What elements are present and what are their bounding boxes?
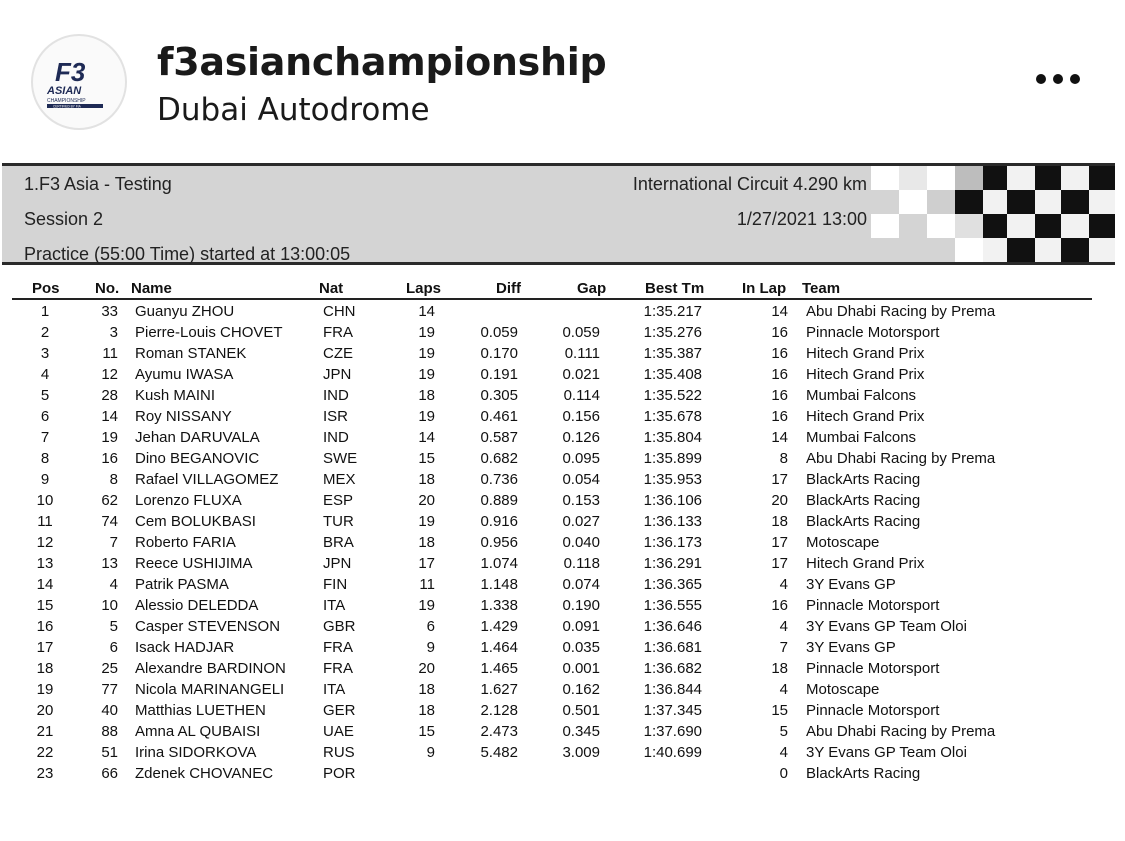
cell-inlap: 18 — [771, 660, 788, 677]
cell-inlap: 16 — [771, 387, 788, 404]
cell-no: 16 — [101, 450, 118, 467]
cell-gap: 0.059 — [562, 324, 600, 341]
cell-team: 3Y Evans GP — [806, 576, 896, 593]
cell-nat: FRA — [323, 324, 353, 341]
cell-team: Mumbai Falcons — [806, 429, 917, 446]
cell-no: 12 — [101, 366, 118, 383]
cell-no: 4 — [109, 576, 118, 593]
col-inlap-header: In Lap — [742, 280, 787, 297]
cell-name: Roy NISSANY — [135, 408, 232, 425]
cell-pos: 4 — [40, 366, 50, 383]
timing-sheet-image — [0, 160, 1125, 841]
cell-pos: 10 — [36, 492, 54, 509]
cell-no: 40 — [101, 702, 118, 719]
col-gap-header: Gap — [577, 280, 607, 297]
cell-best: 1:36.173 — [643, 534, 702, 551]
cell-nat: IND — [323, 387, 349, 404]
cell-pos: 11 — [37, 513, 53, 530]
cell-team: Pinnacle Motorsport — [806, 660, 940, 677]
cell-nat: SWE — [323, 450, 358, 467]
cell-gap: 0.156 — [562, 408, 600, 425]
cell-nat: JPN — [323, 366, 352, 383]
col-nat-header: Nat — [319, 280, 344, 297]
cell-pos: 6 — [40, 408, 50, 425]
cell-gap: 0.035 — [562, 639, 600, 656]
cell-best: 1:35.953 — [643, 471, 702, 488]
cell-pos: 8 — [40, 450, 50, 467]
table-row — [0, 701, 1125, 722]
table-row — [0, 491, 1125, 512]
table-row — [0, 407, 1125, 428]
cell-laps: 11 — [419, 576, 435, 593]
cell-pos: 2 — [40, 324, 50, 341]
cell-laps: 18 — [418, 471, 435, 488]
cell-inlap: 18 — [771, 513, 788, 530]
cell-pos: 9 — [40, 471, 50, 488]
cell-nat: GER — [323, 702, 356, 719]
cell-inlap: 4 — [779, 681, 788, 698]
cell-best: 1:36.681 — [643, 639, 702, 656]
cell-diff: 0.916 — [480, 513, 518, 530]
cell-laps: 19 — [418, 408, 435, 425]
cell-best: 1:36.844 — [643, 681, 702, 698]
cell-nat: ESP — [323, 492, 354, 509]
cell-inlap: 20 — [771, 492, 788, 509]
f3-asian-logo — [33, 36, 125, 128]
cell-inlap: 17 — [771, 555, 788, 572]
cell-name: Jehan DARUVALA — [135, 429, 260, 446]
cell-laps: 14 — [418, 429, 435, 446]
col-team-header: Team — [802, 280, 841, 297]
results-table-header — [12, 280, 1092, 300]
table-row — [0, 554, 1125, 575]
cell-team: Pinnacle Motorsport — [806, 597, 940, 614]
table-row — [0, 638, 1125, 659]
cell-no: 11 — [102, 345, 118, 362]
cell-no: 74 — [101, 513, 118, 530]
cell-gap: 0.021 — [562, 366, 600, 383]
cell-laps: 18 — [418, 702, 435, 719]
cell-name: Roman STANEK — [135, 345, 247, 362]
cell-no: 5 — [109, 618, 118, 635]
col-pos-header: Pos — [32, 280, 60, 297]
cell-inlap: 14 — [771, 429, 788, 446]
logo-asian-text: ASIAN — [47, 85, 82, 97]
cell-team: Hitech Grand Prix — [806, 345, 925, 362]
cell-name: Patrik PASMA — [135, 576, 229, 593]
cell-team: Pinnacle Motorsport — [806, 702, 940, 719]
cell-pos: 18 — [36, 660, 54, 677]
cell-best: 1:36.682 — [643, 660, 702, 677]
cell-no: 10 — [101, 597, 118, 614]
cell-inlap: 16 — [771, 366, 788, 383]
logo-certified-text: CERTIFIED BY FIA — [53, 104, 81, 109]
cell-gap: 0.054 — [562, 471, 600, 488]
cell-team: Abu Dhabi Racing by Prema — [806, 723, 996, 740]
cell-name: Amna AL QUBAISI — [135, 723, 261, 740]
cell-gap: 0.162 — [562, 681, 600, 698]
cell-team: BlackArts Racing — [806, 492, 921, 509]
cell-gap: 0.118 — [563, 555, 600, 572]
cell-team: Abu Dhabi Racing by Prema — [806, 303, 996, 320]
cell-no: 25 — [101, 660, 118, 677]
cell-name: Pierre-Louis CHOVET — [135, 324, 283, 341]
cell-nat: FRA — [323, 660, 353, 677]
cell-gap: 3.009 — [562, 744, 600, 761]
cell-team: Motoscape — [806, 681, 880, 698]
cell-laps: 18 — [418, 387, 435, 404]
cell-nat: JPN — [323, 555, 352, 572]
cell-inlap: 4 — [779, 618, 788, 635]
cell-diff: 0.956 — [480, 534, 518, 551]
cell-laps: 19 — [418, 366, 435, 383]
table-row — [0, 764, 1125, 785]
cell-name: Alexandre BARDINON — [135, 660, 286, 677]
cell-laps: 9 — [426, 744, 435, 761]
post-header — [0, 0, 1125, 160]
table-row — [0, 386, 1125, 407]
cell-nat: CHN — [323, 303, 356, 320]
cell-gap: 0.126 — [562, 429, 600, 446]
cell-no: 3 — [109, 324, 118, 341]
cell-nat: POR — [323, 765, 356, 782]
table-row — [0, 512, 1125, 533]
practice-info: Practice (55:00 Time) started at 13:00:05 — [24, 244, 351, 264]
logo-f3-text: F3 — [55, 57, 86, 87]
table-row — [0, 659, 1125, 680]
cell-nat: BRA — [323, 534, 354, 551]
cell-diff: 1.148 — [480, 576, 518, 593]
cell-best: 1:36.646 — [643, 618, 702, 635]
profile-avatar[interactable] — [31, 34, 127, 130]
cell-nat: MEX — [323, 471, 356, 488]
cell-best: 1:35.387 — [643, 345, 702, 362]
cell-best: 1:36.106 — [643, 492, 702, 509]
cell-laps: 6 — [426, 618, 435, 635]
cell-best: 1:40.699 — [643, 744, 702, 761]
col-diff-header: Diff — [496, 280, 521, 297]
cell-team: Mumbai Falcons — [806, 387, 917, 404]
cell-no: 6 — [109, 639, 118, 656]
cell-no: 28 — [101, 387, 118, 404]
cell-no: 51 — [101, 744, 118, 761]
cell-gap: 0.501 — [562, 702, 600, 719]
cell-pos: 14 — [36, 576, 54, 593]
cell-diff: 2.473 — [480, 723, 518, 740]
cell-best: 1:36.365 — [643, 576, 702, 593]
cell-gap: 0.114 — [563, 387, 600, 404]
cell-best: 1:35.276 — [643, 324, 702, 341]
cell-team: Hitech Grand Prix — [806, 555, 925, 572]
cell-gap: 0.345 — [562, 723, 600, 740]
cell-pos: 1 — [40, 303, 50, 320]
cell-no: 14 — [101, 408, 118, 425]
cell-gap: 0.001 — [562, 660, 600, 677]
cell-name: Cem BOLUKBASI — [135, 513, 256, 530]
cell-laps: 9 — [426, 639, 435, 656]
cell-gap: 0.111 — [564, 345, 600, 362]
table-row — [0, 428, 1125, 449]
cell-team: Motoscape — [806, 534, 880, 551]
cell-diff: 1.338 — [480, 597, 518, 614]
cell-laps: 17 — [418, 555, 435, 572]
cell-inlap: 14 — [771, 303, 788, 320]
table-row — [0, 680, 1125, 701]
cell-name: Rafael VILLAGOMEZ — [135, 471, 279, 488]
cell-best: 1:35.522 — [643, 387, 702, 404]
cell-name: Irina SIDORKOVA — [135, 744, 257, 761]
cell-laps: 19 — [418, 324, 435, 341]
cell-diff: 0.736 — [480, 471, 518, 488]
cell-pos: 23 — [36, 765, 54, 782]
cell-diff: 0.587 — [480, 429, 518, 446]
cell-inlap: 7 — [779, 639, 788, 656]
table-row — [0, 575, 1125, 596]
cell-inlap: 4 — [779, 576, 788, 593]
cell-inlap: 4 — [779, 744, 788, 761]
cell-gap: 0.091 — [562, 618, 600, 635]
cell-inlap: 17 — [771, 534, 788, 551]
cell-no: 62 — [101, 492, 118, 509]
cell-nat: FRA — [323, 639, 353, 656]
cell-laps: 19 — [418, 345, 435, 362]
cell-nat: ISR — [323, 408, 349, 425]
cell-no: 66 — [101, 765, 118, 782]
cell-name: Dino BEGANOVIC — [135, 450, 260, 467]
cell-team: BlackArts Racing — [806, 765, 921, 782]
col-best-header: Best Tm — [645, 280, 705, 297]
cell-laps: 19 — [418, 597, 435, 614]
cell-diff: 0.170 — [480, 345, 518, 362]
cell-gap: 0.190 — [562, 597, 600, 614]
table-row — [0, 533, 1125, 554]
cell-inlap: 16 — [771, 345, 788, 362]
cell-name: Matthias LUETHEN — [135, 702, 266, 719]
cell-diff: 1.074 — [480, 555, 518, 572]
cell-laps: 18 — [418, 534, 435, 551]
cell-nat: UAE — [323, 723, 354, 740]
cell-no: 88 — [101, 723, 118, 740]
cell-pos: 13 — [36, 555, 54, 572]
cell-nat: FIN — [323, 576, 348, 593]
cell-pos: 15 — [36, 597, 54, 614]
cell-team: 3Y Evans GP — [806, 639, 896, 656]
cell-best: 1:37.690 — [643, 723, 702, 740]
cell-team: Pinnacle Motorsport — [806, 324, 940, 341]
dot — [1070, 74, 1080, 84]
cell-team: Abu Dhabi Racing by Prema — [806, 450, 996, 467]
session-datetime: 1/27/2021 13:00 — [736, 209, 867, 229]
table-row — [0, 743, 1125, 764]
cell-team: BlackArts Racing — [806, 513, 921, 530]
col-laps-header: Laps — [406, 280, 442, 297]
cell-pos: 16 — [36, 618, 54, 635]
cell-laps: 20 — [418, 660, 435, 677]
cell-name: Reece USHIJIMA — [135, 555, 253, 572]
cell-no: 77 — [101, 681, 118, 698]
cell-team: BlackArts Racing — [806, 471, 921, 488]
cell-name: Alessio DELEDDA — [135, 597, 259, 614]
more-horizontal-icon[interactable] — [1030, 68, 1086, 92]
cell-nat: IND — [323, 429, 349, 446]
cell-name: Zdenek CHOVANEC — [135, 765, 274, 782]
cell-team: Hitech Grand Prix — [806, 408, 925, 425]
sheet-banner — [2, 163, 1115, 265]
event-title: 1.F3 Asia - Testing — [24, 174, 172, 194]
cell-no: 7 — [109, 534, 118, 551]
cell-diff: 1.465 — [480, 660, 518, 677]
cell-gap: 0.153 — [562, 492, 600, 509]
cell-no: 33 — [101, 303, 118, 320]
cell-gap: 0.074 — [562, 576, 600, 593]
cell-inlap: 8 — [779, 450, 788, 467]
cell-team: 3Y Evans GP Team Oloi — [806, 744, 967, 761]
cell-pos: 3 — [40, 345, 50, 362]
cell-diff: 0.889 — [480, 492, 518, 509]
account-username[interactable]: f3asianchampionship — [157, 40, 607, 84]
cell-laps: 19 — [418, 513, 435, 530]
cell-best: 1:35.899 — [643, 450, 702, 467]
cell-best: 1:36.291 — [643, 555, 702, 572]
cell-gap: 0.027 — [562, 513, 600, 530]
cell-laps: 18 — [418, 681, 435, 698]
cell-diff: 0.191 — [480, 366, 518, 383]
logo-championship-text: CHAMPIONSHIP — [47, 98, 86, 104]
table-row — [0, 323, 1125, 344]
dot — [1036, 74, 1046, 84]
table-row — [0, 596, 1125, 617]
cell-pos: 17 — [36, 639, 54, 656]
cell-nat: ITA — [323, 597, 346, 614]
cell-diff: 1.464 — [480, 639, 518, 656]
cell-team: Hitech Grand Prix — [806, 366, 925, 383]
cell-name: Guanyu ZHOU — [135, 303, 235, 320]
cell-diff: 0.461 — [480, 408, 518, 425]
cell-name: Ayumu IWASA — [135, 366, 234, 383]
cell-inlap: 5 — [779, 723, 788, 740]
cell-pos: 19 — [36, 681, 54, 698]
cell-gap: 0.095 — [562, 450, 600, 467]
cell-diff: 1.627 — [480, 681, 518, 698]
table-row — [0, 344, 1125, 365]
col-no-header: No. — [95, 280, 120, 297]
table-row — [0, 617, 1125, 638]
cell-inlap: 17 — [771, 471, 788, 488]
cell-nat: CZE — [323, 345, 353, 362]
cell-inlap: 16 — [771, 597, 788, 614]
cell-diff: 0.682 — [480, 450, 518, 467]
table-row — [0, 470, 1125, 491]
cell-inlap: 0 — [779, 765, 788, 782]
table-row — [0, 449, 1125, 470]
cell-best: 1:36.133 — [643, 513, 702, 530]
cell-diff: 5.482 — [480, 744, 518, 761]
cell-laps: 20 — [418, 492, 435, 509]
post-location[interactable]: Dubai Autodrome — [157, 92, 430, 128]
cell-inlap: 15 — [771, 702, 788, 719]
cell-best: 1:35.678 — [643, 408, 702, 425]
cell-no: 13 — [101, 555, 118, 572]
cell-inlap: 16 — [771, 324, 788, 341]
cell-diff: 2.128 — [480, 702, 518, 719]
cell-name: Isack HADJAR — [135, 639, 235, 656]
cell-team: 3Y Evans GP Team Oloi — [806, 618, 967, 635]
cell-best: 1:36.555 — [643, 597, 702, 614]
cell-name: Kush MAINI — [135, 387, 216, 404]
cell-nat: ITA — [323, 681, 346, 698]
cell-pos: 5 — [40, 387, 50, 404]
cell-name: Roberto FARIA — [135, 534, 236, 551]
session-label: Session 2 — [24, 209, 104, 229]
col-name-header: Name — [131, 280, 172, 297]
cell-laps: 14 — [418, 303, 435, 320]
cell-no: 8 — [109, 471, 118, 488]
cell-pos: 20 — [36, 702, 54, 719]
cell-laps: 15 — [418, 723, 435, 740]
table-row — [0, 365, 1125, 386]
cell-diff: 0.059 — [480, 324, 518, 341]
cell-best: 1:35.804 — [643, 429, 702, 446]
table-row — [0, 302, 1125, 323]
cell-pos: 22 — [36, 744, 54, 761]
cell-diff: 0.305 — [480, 387, 518, 404]
cell-name: Casper STEVENSON — [135, 618, 281, 635]
cell-nat: GBR — [323, 618, 356, 635]
cell-pos: 12 — [36, 534, 54, 551]
cell-name: Nicola MARINANGELI — [135, 681, 285, 698]
cell-nat: RUS — [323, 744, 355, 761]
cell-pos: 21 — [36, 723, 54, 740]
cell-inlap: 16 — [771, 408, 788, 425]
checkered-flag-icon — [871, 166, 1115, 262]
cell-best: 1:37.345 — [643, 702, 702, 719]
cell-pos: 7 — [40, 429, 50, 446]
cell-diff: 1.429 — [480, 618, 518, 635]
cell-nat: TUR — [323, 513, 354, 530]
cell-laps: 15 — [418, 450, 435, 467]
circuit-info: International Circuit 4.290 km — [632, 174, 867, 194]
cell-best: 1:35.408 — [643, 366, 702, 383]
cell-name: Lorenzo FLUXA — [135, 492, 242, 509]
cell-no: 19 — [101, 429, 118, 446]
dot — [1053, 74, 1063, 84]
table-row — [0, 722, 1125, 743]
cell-best: 1:35.217 — [643, 303, 702, 320]
cell-gap: 0.040 — [562, 534, 600, 551]
